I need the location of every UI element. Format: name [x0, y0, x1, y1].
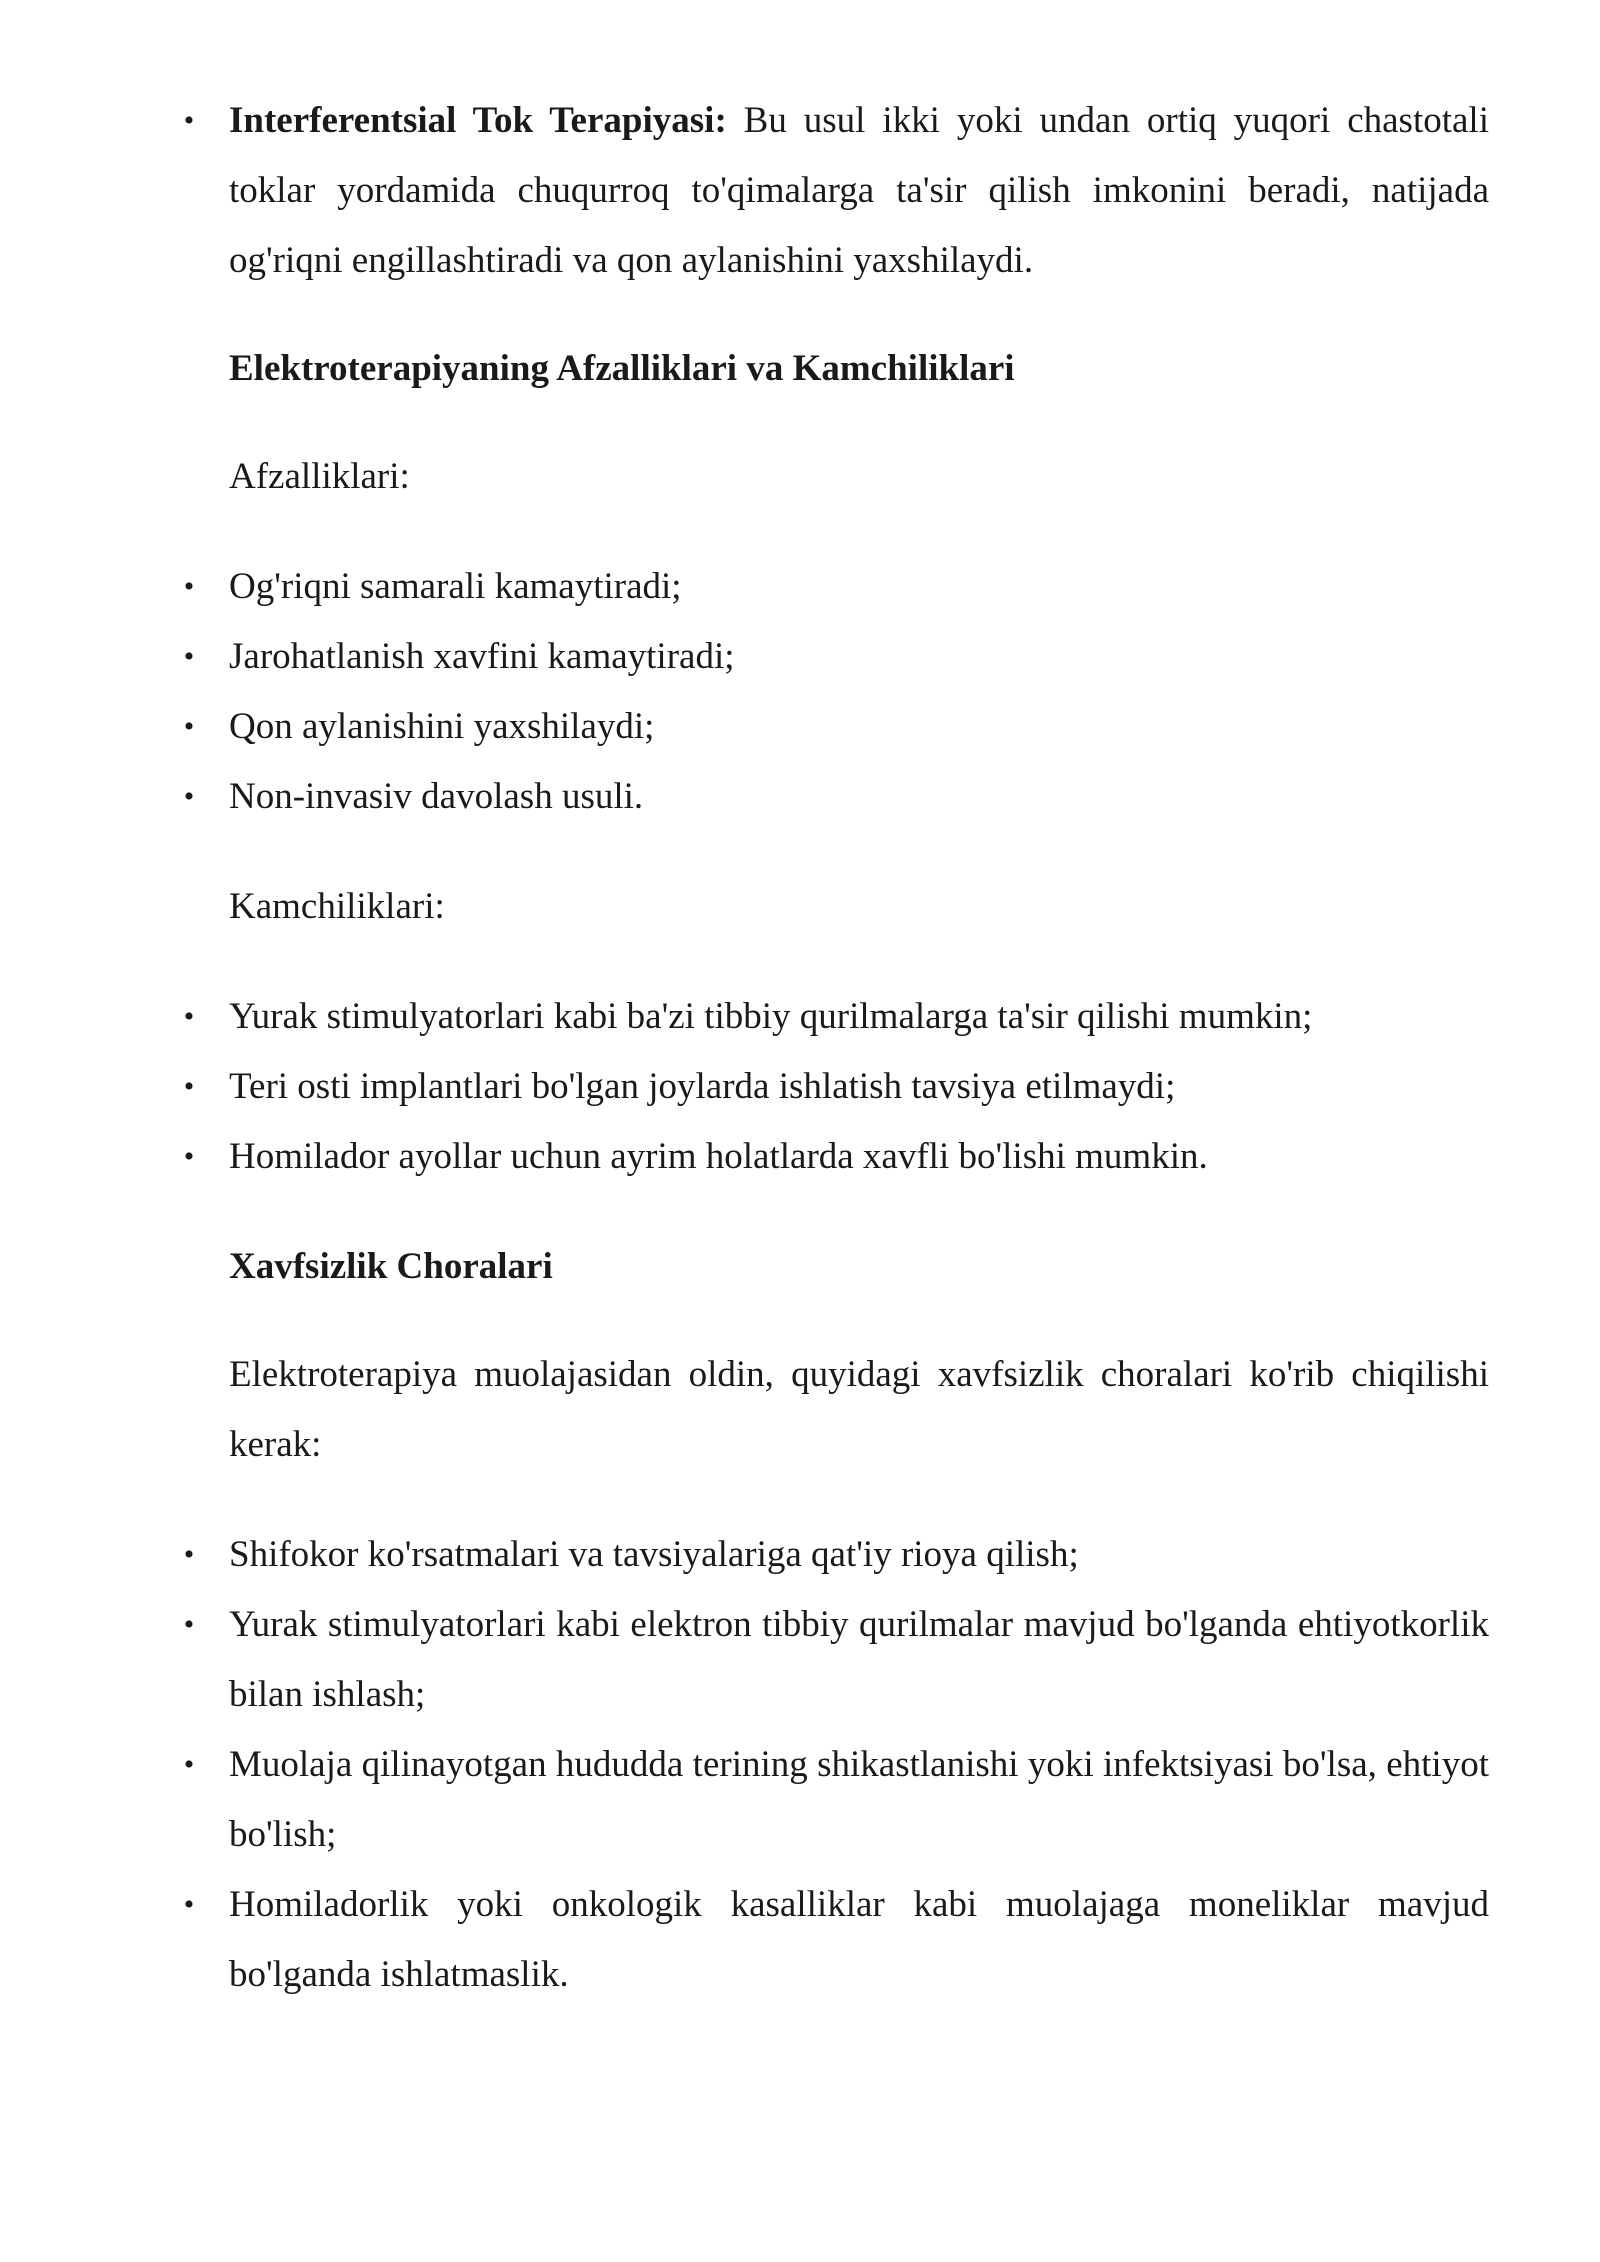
list-item-text: Og'riqni samarali kamaytiradi;: [229, 566, 682, 607]
term-label: Interferentsial Tok Terapiyasi:: [229, 100, 727, 141]
bullet-marker: •: [183, 780, 195, 813]
list-item-text: Teri osti implantlari bo'lgan joylarda ishlatish tavsiya etilmaydi;: [229, 1066, 1176, 1107]
term-description: Bu usul ikki yoki undan ortiq yuqori chastotali toklar yordamida chuqurroq to'qimalarga ta'sir qilish imkonini beradi, natijada og'riqni engillashtiradi va qon aylanishini yaxshilaydi.: [229, 100, 1489, 281]
list-item: [183, 1122, 1489, 1192]
bullet-marker: •: [183, 1000, 195, 1033]
list-item-text: Shifokor ko'rsatmalari va tavsiyalariga qat'iy rioya qilish;: [229, 1534, 1079, 1575]
list-item-text: Homilador ayollar uchun ayrim holatlarda xavfli bo'lishi mumkin.: [229, 1136, 1208, 1177]
bullet-marker: •: [183, 1748, 195, 1781]
list-item: [183, 1052, 1489, 1122]
bullet-marker: •: [183, 710, 195, 743]
bullet-marker: •: [183, 1538, 195, 1571]
list-item: [183, 982, 1489, 1052]
list-item-text: Homiladorlik yoki onkologik kasalliklar kabi muolajaga moneliklar mavjud bo'lganda ishlatmaslik.: [229, 1884, 1489, 1995]
bullet-marker: •: [183, 1888, 195, 1921]
list-item-text: Muolaja qilinayotgan hududda terining shikastlanishi yoki infektsiyasi bo'lsa, ehtiyot bo'lish;: [229, 1744, 1489, 1855]
bullet-marker: •: [183, 104, 195, 137]
list-item-text: Yurak stimulyatorlari kabi ba'zi tibbiy qurilmalarga ta'sir qilishi mumkin;: [229, 996, 1313, 1037]
section-heading-pros-cons: Elektroterapiyaning Afzalliklari va Kamchiliklari: [229, 348, 1015, 389]
list-item-text: Qon aylanishini yaxshilaydi;: [229, 706, 655, 747]
list-item: [183, 1520, 1489, 1590]
list-item: [183, 622, 1489, 692]
bullet-marker: •: [183, 1140, 195, 1173]
section-heading-safety: Xavfsizlik Choralari: [229, 1246, 553, 1287]
list-item-text: Yurak stimulyatorlari kabi elektron tibbiy qurilmalar mavjud bo'lganda ehtiyotkorlik bilan ishlash;: [229, 1604, 1489, 1715]
list-item: [183, 762, 1489, 832]
list-item-text: Non-invasiv davolash usuli.: [229, 776, 644, 817]
safety-intro-paragraph: Elektroterapiya muolajasidan oldin, quyidagi xavfsizlik choralari ko'rib chiqilishi kerak:: [229, 1354, 1489, 1465]
list-item: [183, 1730, 1489, 1870]
bullet-marker: •: [183, 1608, 195, 1641]
list-item: [183, 1870, 1489, 2010]
list-item: [183, 1590, 1489, 1730]
list-item: [183, 692, 1489, 762]
list-item: [183, 552, 1489, 622]
list-item-interferential-therapy: [183, 86, 1489, 296]
bullet-marker: •: [183, 570, 195, 603]
bullet-marker: •: [183, 1070, 195, 1103]
bullet-marker: •: [183, 640, 195, 673]
list-item-text: Jarohatlanish xavfini kamaytiradi;: [229, 636, 735, 677]
pros-label: Afzalliklari:: [229, 456, 410, 497]
cons-label: Kamchiliklari:: [229, 886, 445, 927]
